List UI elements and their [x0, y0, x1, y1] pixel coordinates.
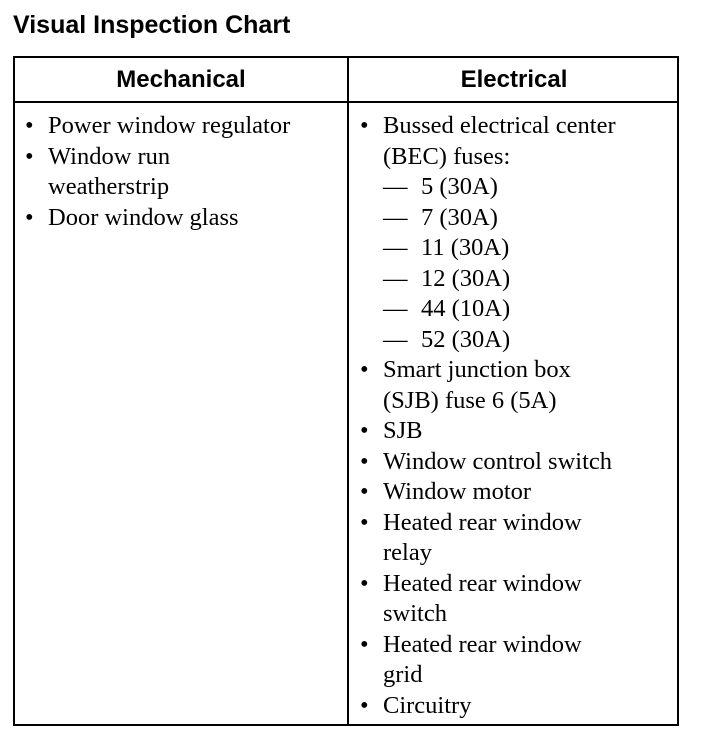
item-text: Window control switch: [383, 447, 613, 475]
list-item: [360, 355, 672, 416]
fuse-subitem: [360, 203, 672, 234]
dash-icon: —: [383, 234, 408, 261]
list-item: [360, 630, 672, 691]
list-item: [25, 142, 343, 203]
list-item: [360, 508, 672, 569]
header-electrical: Electrical: [460, 66, 568, 93]
list-item: [360, 569, 672, 630]
item-text: Circuitry: [383, 691, 472, 719]
fuse-text: 44 (10A): [421, 295, 511, 322]
item-text: weatherstrip: [48, 173, 170, 200]
dash-icon: —: [383, 295, 408, 322]
bullet-icon: •: [360, 112, 369, 139]
bullet-icon: •: [360, 447, 369, 475]
item-text: Window motor: [383, 478, 532, 505]
electrical-column: [360, 111, 672, 721]
bullet-icon: •: [360, 417, 369, 444]
column-divider: [347, 58, 349, 724]
item-text: switch: [383, 600, 447, 627]
bullet-icon: •: [25, 203, 34, 231]
header-mechanical: Mechanical: [116, 66, 246, 93]
list-item: [25, 203, 343, 234]
item-text: Bussed electrical center: [383, 112, 616, 139]
bullet-icon: •: [25, 112, 34, 139]
fuse-subitem: [360, 294, 672, 325]
bullet-icon: •: [360, 630, 369, 658]
dash-icon: —: [383, 173, 408, 200]
list-item: [360, 691, 672, 722]
list-item: [360, 447, 672, 478]
item-text: relay: [383, 539, 432, 566]
fuse-text: 11 (30A): [421, 234, 510, 261]
item-text: Heated rear window: [383, 569, 582, 597]
chart-title: Visual Inspection Chart: [13, 11, 291, 39]
item-text: Power window regulator: [48, 112, 291, 139]
bullet-icon: •: [25, 142, 34, 170]
item-text: SJB: [383, 417, 423, 444]
item-text: Smart junction box: [383, 356, 571, 383]
dash-icon: —: [383, 264, 408, 292]
item-text: grid: [383, 661, 423, 688]
item-text: Heated rear window: [383, 630, 582, 658]
fuse-text: 52 (30A): [421, 325, 511, 353]
bullet-icon: •: [360, 569, 369, 597]
fuse-text: 5 (30A): [421, 173, 498, 200]
list-item: [360, 477, 672, 508]
fuse-subitem: [360, 233, 672, 264]
inspection-table: [13, 56, 679, 726]
item-text: Window run: [48, 142, 171, 170]
fuse-subitem: [360, 172, 672, 203]
mechanical-column: [25, 111, 343, 233]
fuse-subitem: [360, 264, 672, 295]
item-text: (SJB) fuse 6 (5A): [383, 386, 557, 414]
bullet-icon: •: [360, 508, 369, 536]
list-item: [360, 111, 672, 172]
bullet-icon: •: [360, 691, 369, 719]
list-item: [25, 111, 343, 142]
item-text: Heated rear window: [383, 508, 582, 536]
fuse-text: 7 (30A): [421, 203, 498, 231]
header-divider: [15, 101, 677, 103]
item-text: (BEC) fuses:: [383, 142, 511, 170]
bullet-icon: •: [360, 478, 369, 505]
list-item: [360, 416, 672, 447]
fuse-subitem: [360, 325, 672, 356]
item-text: Door window glass: [48, 203, 239, 231]
bullet-icon: •: [360, 356, 369, 383]
dash-icon: —: [383, 203, 408, 231]
dash-icon: —: [383, 325, 408, 353]
fuse-text: 12 (30A): [421, 264, 511, 292]
